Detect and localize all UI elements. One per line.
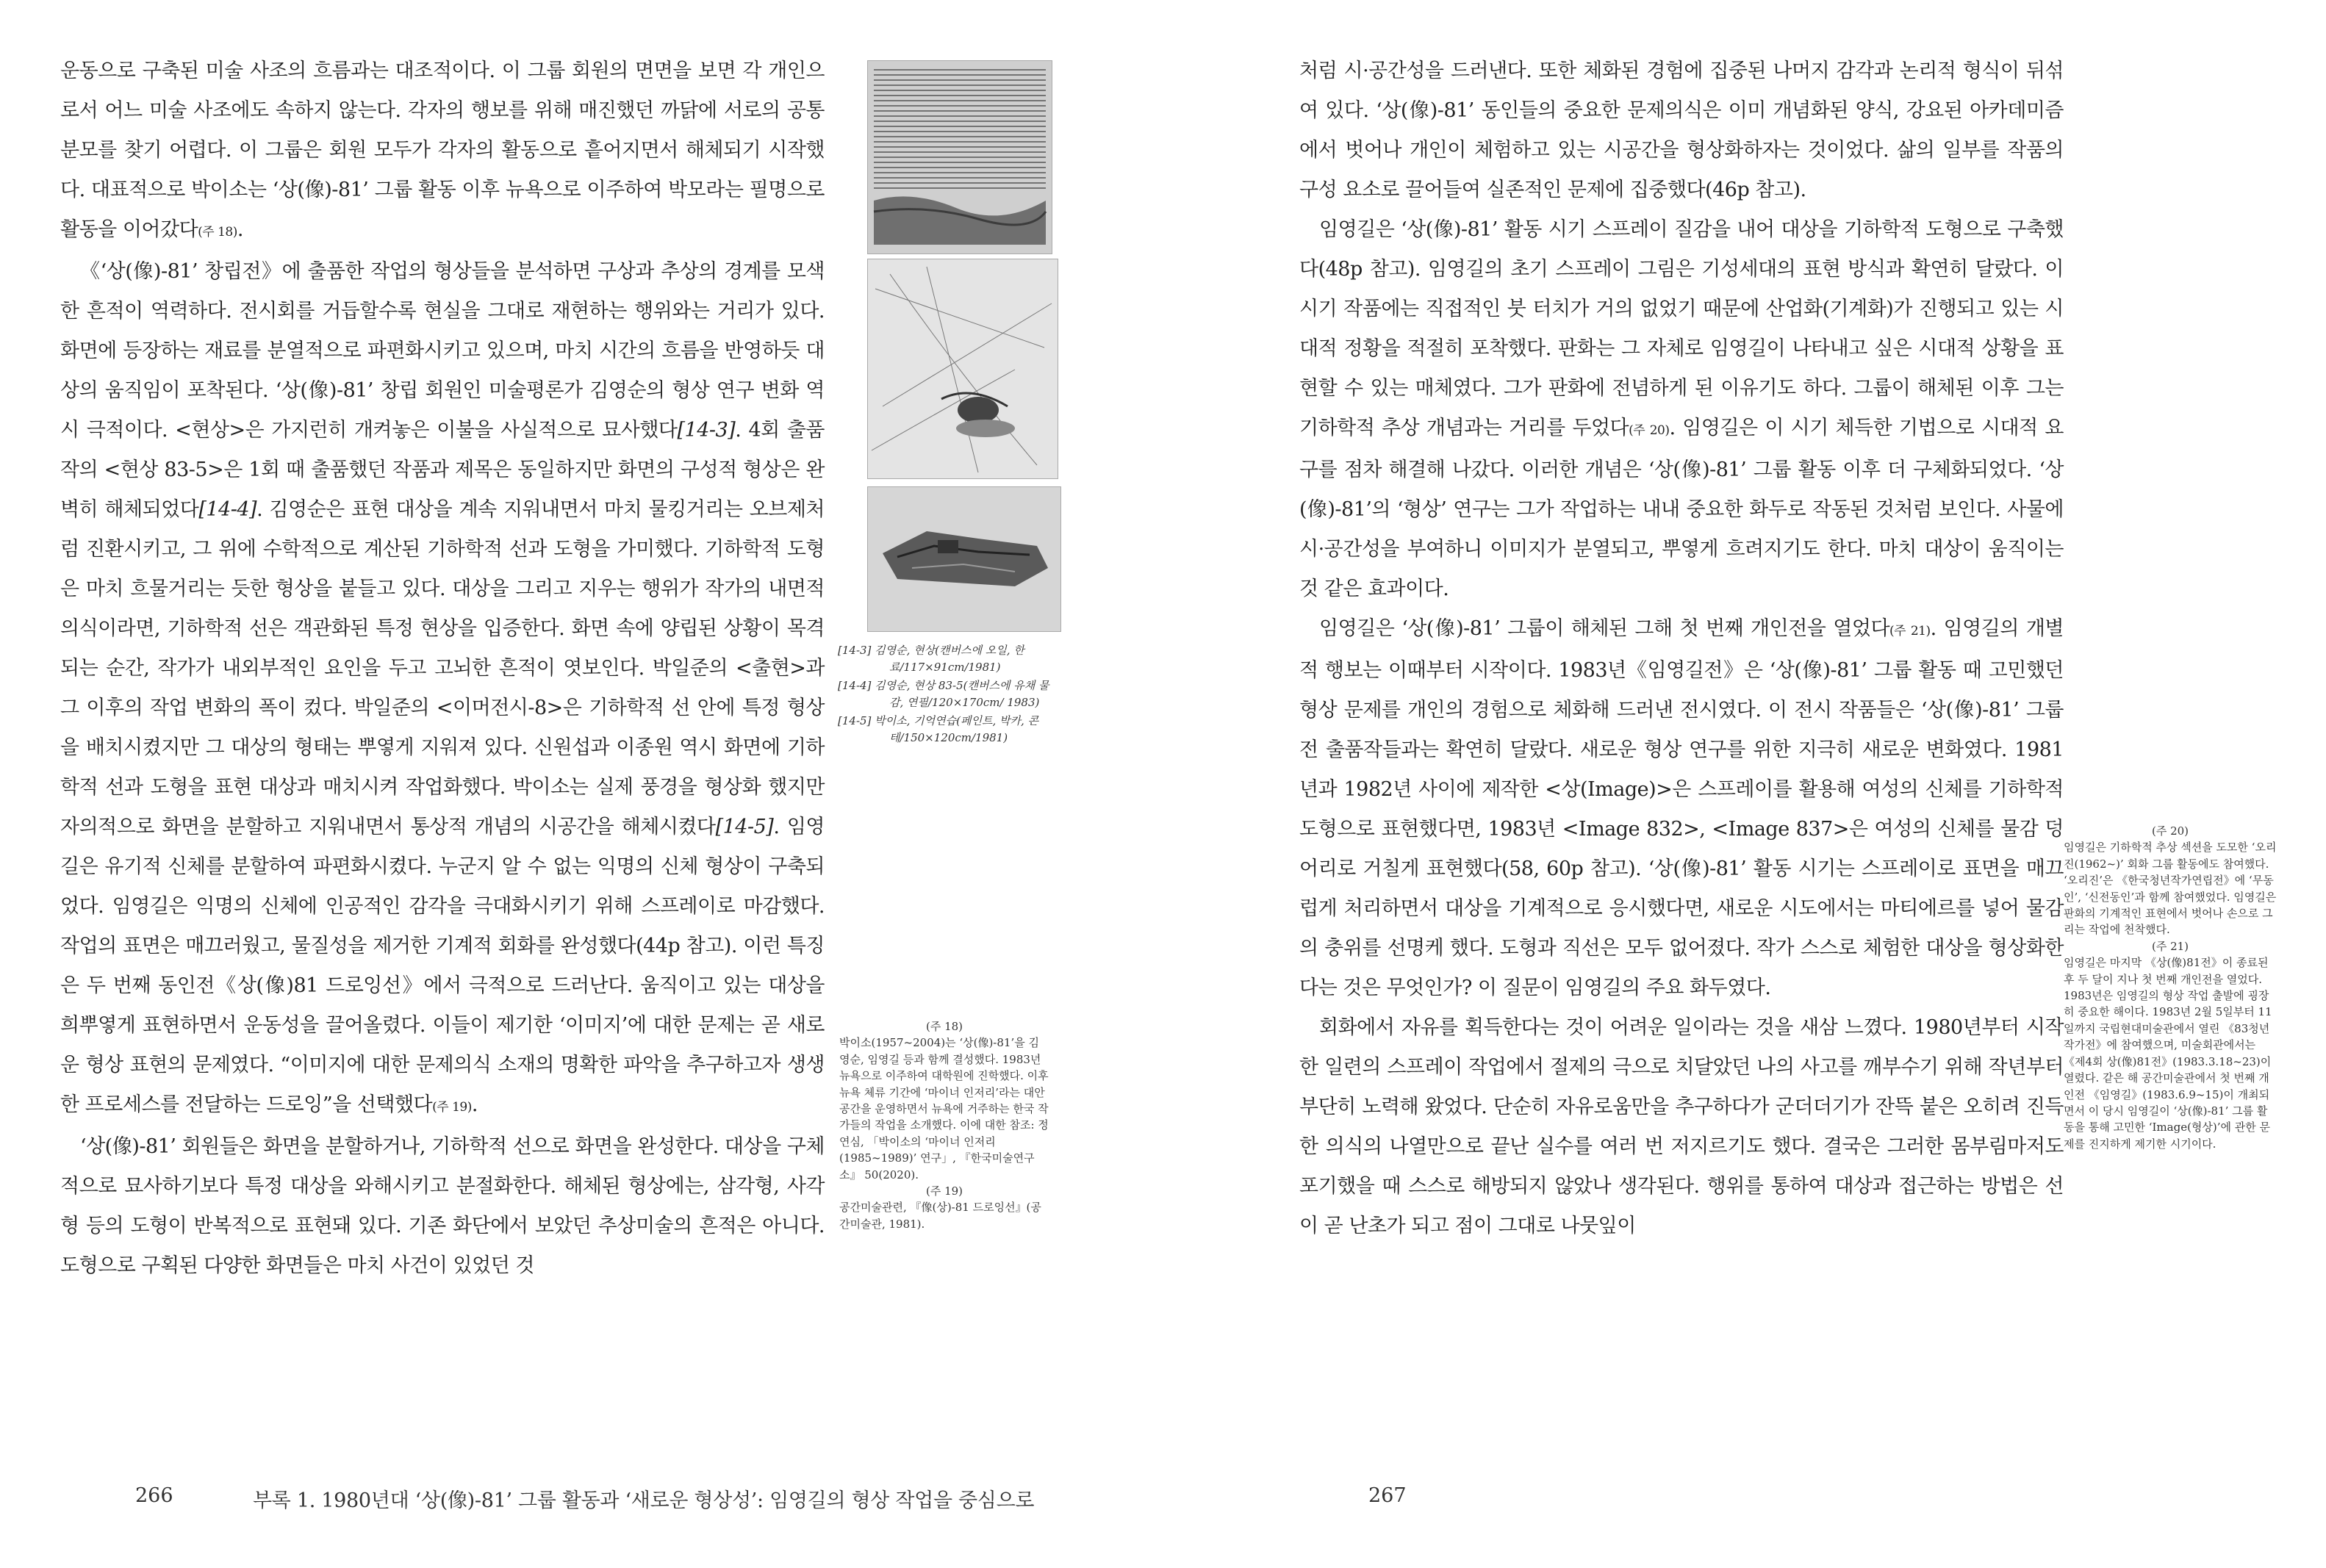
figure-caption: [14-5] 박이소, 기억연습(페인트, 박카, 콘테/150×120cm/1981) <box>838 714 1039 744</box>
footnote-ref[interactable]: (주 20) <box>1629 423 1670 438</box>
running-head: 부록 1. 1980년대 ‘상(像)-81’ 그룹 활동과 ‘새로운 형상성’: 임영길의 형상 작업을 중심으로 <box>253 1489 1035 1512</box>
paragraph <box>1299 1008 2064 1246</box>
paragraph <box>1299 210 2064 609</box>
artwork-image-14-5 <box>867 486 1061 632</box>
figure-ref[interactable]: [14-3] <box>677 419 736 442</box>
left-footnotes <box>839 1018 1049 1232</box>
artwork-image-14-3 <box>867 60 1052 254</box>
figure-captions <box>838 642 1058 748</box>
paragraph-text: . 4회 출품작의 <현상 83-5>은 1회 때 출품했던 작품과 제목은 동일하지만 화면의 구성적 형상은 완벽히 해체되었다 <box>60 419 825 521</box>
paragraph-text: 운동으로 구축된 미술 사조의 흐름과는 대조적이다. 이 그룹 회원의 면면을 보면 각 개인으로서 어느 미술 사조에도 속하지 않는다. 각자의 행보를 위해 매진했던 까닭에 서로의 공통분모를 찾기 어렵다. 이 그룹은 회원 모두가 각자의 활동으로 흩어지면서 해체되기 시작했다. 대표적으로 박이소는 ‘상(像)-81’ 그룹 활동 이후 뉴욕으로 이주하여 박모라는 필명으로 활동을 이어갔다 <box>60 60 825 241</box>
figure-caption: [14-3] 김영순, 현상(캔버스에 오일, 한료/117×91cm/1981) <box>838 644 1024 674</box>
paragraph <box>60 51 825 252</box>
paragraph <box>1299 51 2064 210</box>
footnote-text: 임영길은 마지막 《상(像)81전》이 종료된 후 두 달이 지나 첫 번째 개인전을 열었다. 1983년은 임영길의 형상 작업 출발에 굉장히 중요한 해이다. 1983년 2월 5일부터 11일까지 국립현대미술관에서 열린 《83청년작가전》에 참여했으며, 미술회관에서는 《제4회 상(像)81전》(1983.3.18~23)이 열렸다. 같은 해 공간미술관에서 첫 번째 개인전 《임영길》(1983.6.9~15)이 개최되면서 이 당시 임영길이 ‘상(像)-81’ 그룹 활동을 통해 고민한 ‘Image(형상)’에 관한 문제를 진지하게 제기한 시기이다. <box>2064 956 2272 1151</box>
footnote-mark: (주 18) <box>925 1020 963 1033</box>
paragraph <box>1299 609 2064 1008</box>
footnote-text: 박이소(1957~2004)는 ‘상(像)-81’을 김영순, 임영길 등과 함께 결성했다. 1983년 뉴욕으로 이주하여 대학원에 진학했다. 이후 뉴욕 체류 기간에 ‘마이너 인저리’라는 대안 공간을 운영하면서 뉴욕에 거주하는 한국 작가들의 작업을 소개했다. 이에 대한 참조: 정연심, 「박이소의 ‘마이너 인저리(1985~1989)’ 연구」, 『한국미술연구소』 50(2020). <box>839 1036 1049 1182</box>
artwork-image-14-4 <box>867 259 1058 479</box>
paragraph-text: ‘상(像)-81’ 회원들은 화면을 분할하거나, 기하학적 선으로 화면을 완성한다. 대상을 구체적으로 묘사하기보다 특정 대상을 와해시키고 분절화한다. 해체된 형상에는, 삼각형, 사각형 등의 도형이 반복적으로 표현돼 있다. 기존 화단에서 보았던 추상미술의 흔적은 아니다. 도형으로 구획된 다양한 화면들은 마치 사건이 있었던 것 <box>60 1135 825 1277</box>
footnote-ref[interactable]: (주 19) <box>432 1100 472 1115</box>
figure-ref[interactable]: [14-5] <box>715 816 774 838</box>
right-page <box>1163 0 2326 1568</box>
footnote-mark: (주 20) <box>2151 824 2189 838</box>
paragraph-text: . <box>237 218 243 241</box>
page-number-right: 267 <box>1368 1484 1407 1507</box>
paragraph-text: . <box>471 1093 478 1116</box>
figure-caption: [14-4] 김영순, 현상 83-5(캔버스에 유채 물감, 연필/120×170cm/ 1983) <box>838 679 1049 709</box>
paragraph <box>60 1127 825 1286</box>
paragraph-text: . 김영순은 표현 대상을 계속 지워내면서 마치 물킹거리는 오브제처럼 진환시키고, 그 위에 수학적으로 계산된 기하학적 선과 도형을 가미했다. 기하학적 도형은 마치 흐물거리는 듯한 형상을 붙들고 있다. 대상을 그리고 지우는 행위가 작가의 내면적 의식이라면, 기하학적 선은 객관화된 특정 현상을 입증한다. 화면 속에 양립된 상황이 목격되는 순간, 작가가 내외부적인 요인을 두고 고뇌한 흔적이 엿보인다. 박일준의 <출현>과 그 이후의 작업 변화의 폭이 컸다. 박일준의 <이머전시-8>은 기하학적 선 안에 특정 형상을 배치시켰지만 그 대상의 형태는 뿌옇게 지워져 있다. 신원섭과 이종원 역시 화면에 기하학적 선과 도형을 표현 대상과 매치시켜 작업화했다. 박이소는 실제 풍경을 형상화 했지만 자의적으로 화면을 분할하고 지워내면서 통상적 개념의 시공간을 해체시켰다 <box>60 498 825 838</box>
right-body-text <box>1299 51 2064 1246</box>
right-footnotes <box>2064 823 2277 1152</box>
footnote-text: 공간미술관련, 『像(상)-81 드로잉선』(공간미술관, 1981). <box>839 1201 1041 1231</box>
artwork-image-14-5-graphic <box>868 487 1060 631</box>
paragraph-text: 임영길은 ‘상(像)-81’ 그룹이 해체된 그해 첫 번째 개인전을 열었다 <box>1319 617 1890 640</box>
artwork-image-14-4-graphic <box>868 259 1058 478</box>
left-body-text <box>60 51 825 1286</box>
footnote-ref[interactable]: (주 18) <box>198 225 237 240</box>
figure-ref[interactable]: [14-4] <box>198 498 257 521</box>
footnote-mark: (주 21) <box>2151 939 2189 953</box>
paragraph-text: 회화에서 자유를 획득한다는 것이 어려운 일이라는 것을 새삼 느꼈다. 1980년부터 시작한 일련의 스프레이 작업에서 절제의 극으로 치달았던 나의 사고를 깨부수기 위해 작년부터 부단히 노력해 왔었다. 단순히 자유로움만을 추구하다가 군더더기가 잔뜩 붙은 오히려 진득한 의식의 나열만으로 끝난 실수를 여러 번 저지르기도 했다. 결국은 그러한 몸부림마저도 포기했을 때 스스로 해방되지 않았나 생각된다. 행위를 통하여 대상과 접근하는 방법은 선이 곧 난초가 되고 점이 그대로 나뭇잎이 <box>1299 1016 2064 1237</box>
footnote-ref[interactable]: (주 21) <box>1889 624 1931 639</box>
paragraph <box>60 252 825 1127</box>
paragraph-text: 처럼 시·공간성을 드러낸다. 또한 체화된 경험에 집중된 나머지 감각과 논리적 형식이 뒤섞여 있다. ‘상(像)-81’ 동인들의 중요한 문제의식은 이미 개념화된 양식, 강요된 아카데미즘에서 벗어나 개인이 체험하고 있는 시공간을 형상화하자는 것이었다. 삶의 일부를 작품의 구성 요소로 끌어들여 실존적인 문제에 집중했다(46p 참고). <box>1299 60 2064 201</box>
paragraph-text: . 임영길의 개별적 행보는 이때부터 시작이다. 1983년《임영길전》은 ‘상(像)-81’ 그룹 활동 때 고민했던 형상 문제를 개인의 경험으로 체화해 드러낸 전시였다. 이 전시 작품들은 ‘상(像)-81’ 그룹전 출품작들과는 확연히 달랐다. 새로운 형상 연구를 위한 지극히 새로운 변화였다. 1981년과 1982년 사이에 제작한 <상(Image)>은 스프레이를 활용해 여성의 신체를 기하학적 도형으로 표현했다면, 1983년 <Image 832>, <Image 837>은 여성의 신체를 물감 덩어리로 거칠게 표현했다(58, 60p 참고). ‘상(像)-81’ 활동 시기는 스프레이로 표면을 매끄럽게 처리하면서 대상을 기계적으로 응시했다면, 새로운 시도에서는 마티에르를 넣어 물감의 충위를 선명케 했다. 도형과 직선은 모두 없어졌다. 작가 스스로 체험한 대상을 형상화한다는 것은 무엇인가? 이 질문이 임영길의 주요 화두였다. <box>1299 617 2064 999</box>
paragraph-text: . 임영길은 유기적 신체를 분할하여 파편화시켰다. 누군지 알 수 없는 익명의 신체 형상이 구축되었다. 임영길은 익명의 신체에 인공적인 감각을 극대화시키기 위해 스프레이로 마감했다. 작업의 표면은 매끄러웠고, 물질성을 제거한 기계적 회화를 완성했다(44p 참고). 이런 특징은 두 번째 동인전《상(像)81 드로잉선》에서 극적으로 드러난다. 움직이고 있는 대상을 희뿌옇게 표현하면서 운동성을 끌어올렸다. 이들이 제기한 ‘이미지’에 대한 문제는 곧 새로운 형상 표현의 문제였다. “이미지에 대한 문제의식 소재의 명확한 파악을 추구하고자 생생한 프로세스를 전달하는 드로잉”을 선택했다 <box>60 816 825 1116</box>
page-number-left: 266 <box>135 1484 173 1507</box>
paragraph-text: . 임영길은 이 시기 체득한 기법으로 시대적 요구를 점차 해결해 나갔다. 이러한 개념은 ‘상(像)-81’ 그룹 활동 이후 더 구체화되었다. ‘상(像)-81’의 ‘형상’ 연구는 그가 작업하는 내내 중요한 화두로 작동된 것처럼 보인다. 사물에 시·공간성을 부여하니 이미지가 분열되고, 뿌옇게 흐려지기도 한다. 마치 대상이 움직이는 것 같은 효과이다. <box>1299 417 2064 600</box>
artwork-image-14-3-graphic <box>868 61 1052 253</box>
footnote-mark: (주 19) <box>925 1184 963 1198</box>
paragraph-text: 《‘상(像)-81’ 창립전》에 출품한 작업의 형상들을 분석하면 구상과 추상의 경계를 모색한 흔적이 역력하다. 전시회를 거듭할수록 현실을 그대로 재현하는 행위와는 거리가 있다. 화면에 등장하는 재료를 분열적으로 파편화시키고 있으며, 마치 시간의 흐름을 반영하듯 대상의 움직임이 포착된다. ‘상(像)-81’ 창립 회원인 미술평론가 김영순의 형상 연구 변화 역시 극적이다. <현상>은 가지런히 개켜놓은 이불을 사실적으로 묘사했다 <box>60 260 825 442</box>
footnote-text: 임영길은 기하학적 추상 섹션을 도모한 ‘오리진(1962~)’ 회화 그룹 활동에도 참여했다. ‘오리진’은 《한국청년작가연립전》에 ‘무동인’, ‘신전동인’과 함께 참여했었다. 임영길은 판화의 기계적인 표현에서 벗어나 손으로 그리는 작업에 천착했다. <box>2064 841 2277 937</box>
paragraph-text: 임영길은 ‘상(像)-81’ 활동 시기 스프레이 질감을 내어 대상을 기하학적 도형으로 구축했다(48p 참고). 임영길의 초기 스프레이 그림은 기성세대의 표현 방식과 확연히 달랐다. 이 시기 작품에는 직접적인 붓 터치가 거의 없었기 때문에 산업화(기계화)가 진행되고 있는 시대적 정황을 적절히 포착했다. 판화는 그 자체로 임영길이 나타내고 싶은 시대적 상황을 표현할 수 있는 매체였다. 그가 판화에 전념하게 된 이유기도 하다. 그룹이 해체된 이후 그는 기하학적 추상 개념과는 거리를 두었다 <box>1299 218 2064 439</box>
